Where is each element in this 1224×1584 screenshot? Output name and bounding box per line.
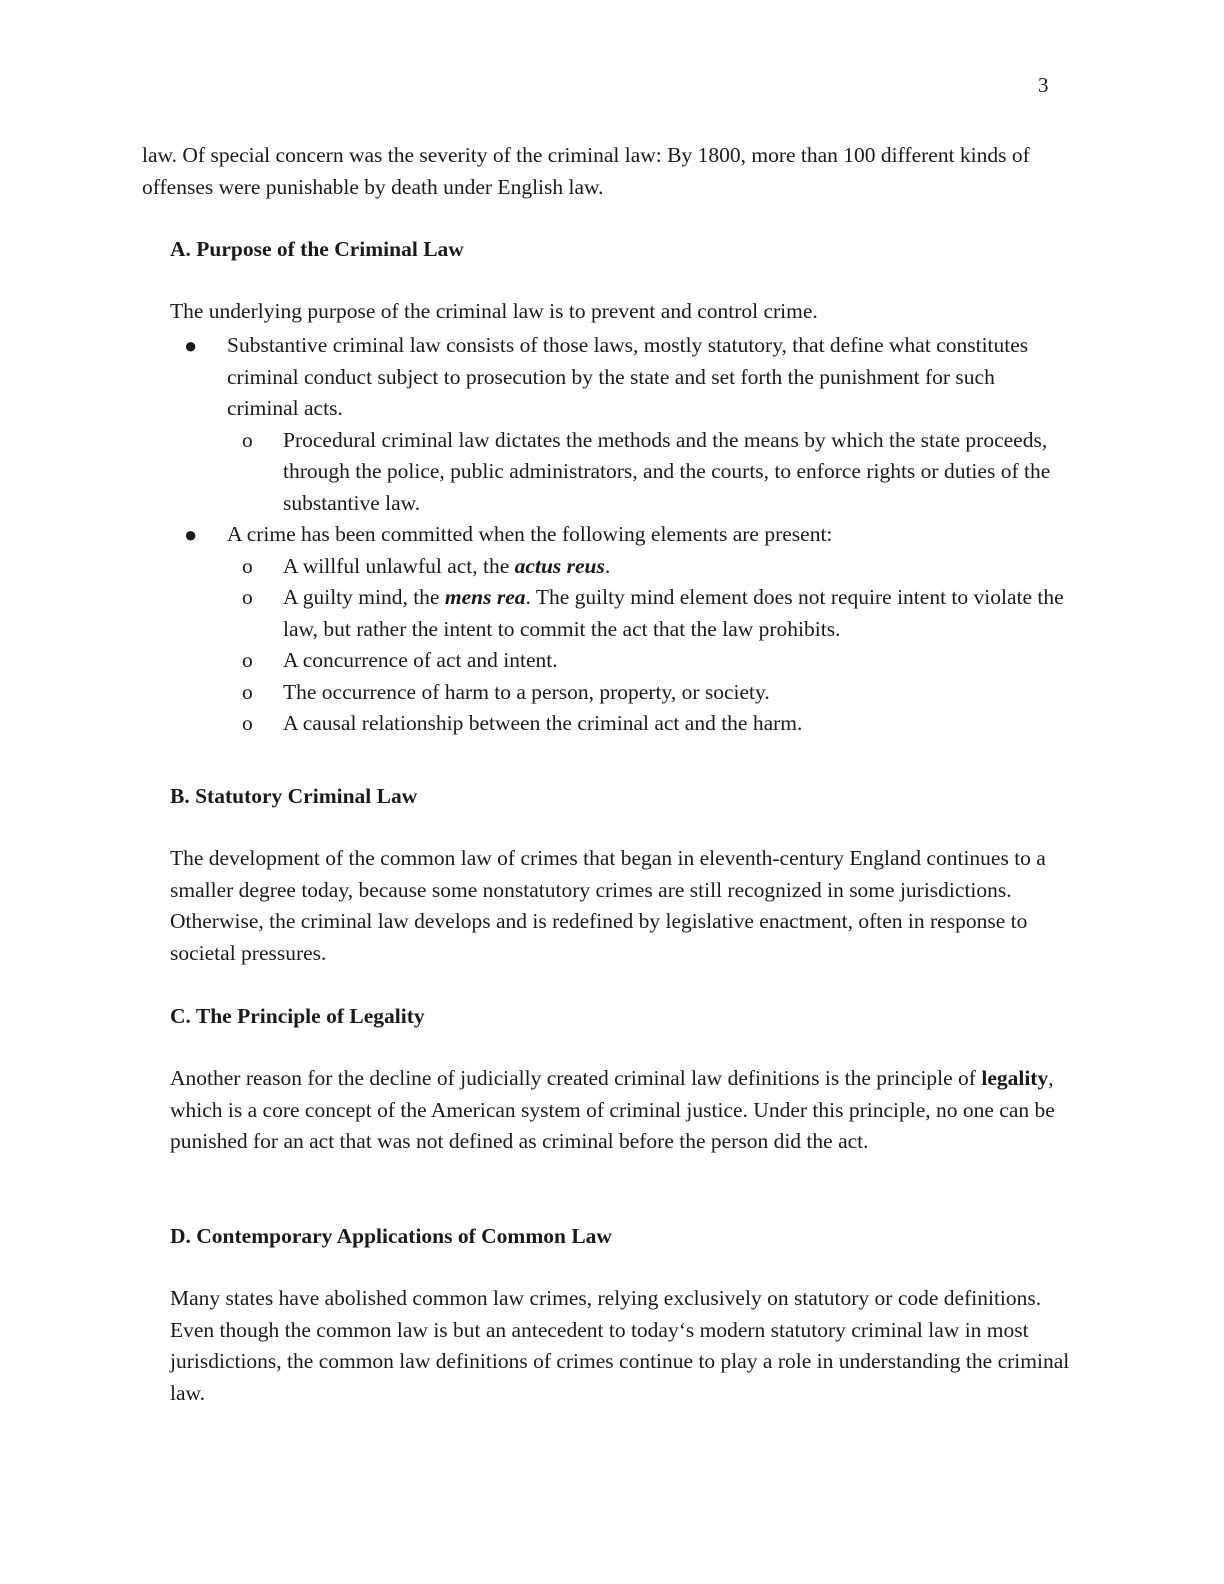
section-d-body: Many states have abolished common law crimes, relying exclusively on statutory or code definitions. Even though the common law is but an antecedent to today‘s modern statutory criminal law in most jurisdictions, the common law definitions of crimes continue to play a role in understanding the criminal law. (170, 1286, 1070, 1405)
term-mens-rea: mens rea (444, 585, 526, 609)
bullet-item (170, 519, 1070, 551)
section-c-heading: C. The Principle of Legality (170, 1004, 425, 1028)
sub-item (170, 645, 1070, 677)
bullet-icon: ● (184, 522, 198, 547)
sub-item (170, 677, 1070, 709)
term-actus-reus: actus reus (514, 553, 605, 578)
term-legality: legality (981, 1066, 1049, 1090)
sub-item (170, 551, 1070, 583)
bullet-text: A crime has been committed when the following elements are present: (227, 522, 833, 546)
bullet-text: Substantive criminal law consists of those laws, mostly statutory, that define what constitutes criminal conduct subject to prosecution by the state and set forth the punishment for such criminal acts. (227, 333, 1029, 420)
bullet-icon: ● (184, 333, 198, 358)
element-text: A willful unlawful act, the (283, 553, 515, 578)
sub-item-text: Procedural criminal law dictates the methods and the means by which the state proceeds, through the police, public administrators, and the courts, to enforce rights or duties of the substantive law. (283, 427, 1051, 515)
intro-paragraph: law. Of special concern was the severity of the criminal law: By 1800, more than 100 different kinds of offenses were punishable by death under English law. (142, 143, 1030, 199)
section-d-heading: D. Contemporary Applications of Common Law (170, 1224, 612, 1248)
sub-item (170, 582, 1070, 645)
element-text: The occurrence of harm to a person, property, or society. (283, 679, 770, 704)
bullet-item (170, 330, 1070, 425)
section-c-text: , which is a core concept of the American system of criminal justice. Under this principle, no one can be punished for an act that was not defined as criminal before the person did the act. (170, 1066, 1055, 1153)
element-text: A causal relationship between the criminal act and the harm. (283, 711, 803, 735)
sub-bullet-icon: o (242, 553, 253, 578)
section-c-text: Another reason for the decline of judicially created criminal law definitions is the principle of (170, 1066, 982, 1090)
element-text: A guilty mind, the (283, 585, 445, 609)
section-b-body: The development of the common law of crimes that began in eleventh-century England continues to a smaller degree today, because some nonstatutory crimes are still recognized in some jurisdictions. Otherwise, the criminal law develops and is redefined by legislative enactment, often in response to societal pressures. (170, 846, 1046, 965)
sub-item (170, 708, 1070, 740)
sub-bullet-icon: o (242, 427, 253, 452)
sub-bullet-icon: o (242, 679, 253, 704)
section-a-heading: A. Purpose of the Criminal Law (170, 237, 464, 261)
sub-item (170, 425, 1070, 520)
element-text: A concurrence of act and intent. (283, 648, 558, 672)
element-text: . The guilty mind element does not require intent to violate the law, but rather the intent to commit the act that the law prohibits. (283, 585, 1064, 641)
sub-bullet-icon: o (242, 711, 253, 735)
sub-bullet-icon: o (242, 585, 253, 609)
sub-bullet-icon: o (242, 648, 253, 672)
section-a-list (170, 330, 1070, 740)
element-text: . (604, 553, 611, 578)
section-b-heading: B. Statutory Criminal Law (170, 784, 418, 808)
section-a-lead: The underlying purpose of the criminal law is to prevent and control crime. (170, 299, 818, 323)
section-c-body (170, 1063, 1070, 1158)
page-number: 3 (1038, 73, 1049, 97)
